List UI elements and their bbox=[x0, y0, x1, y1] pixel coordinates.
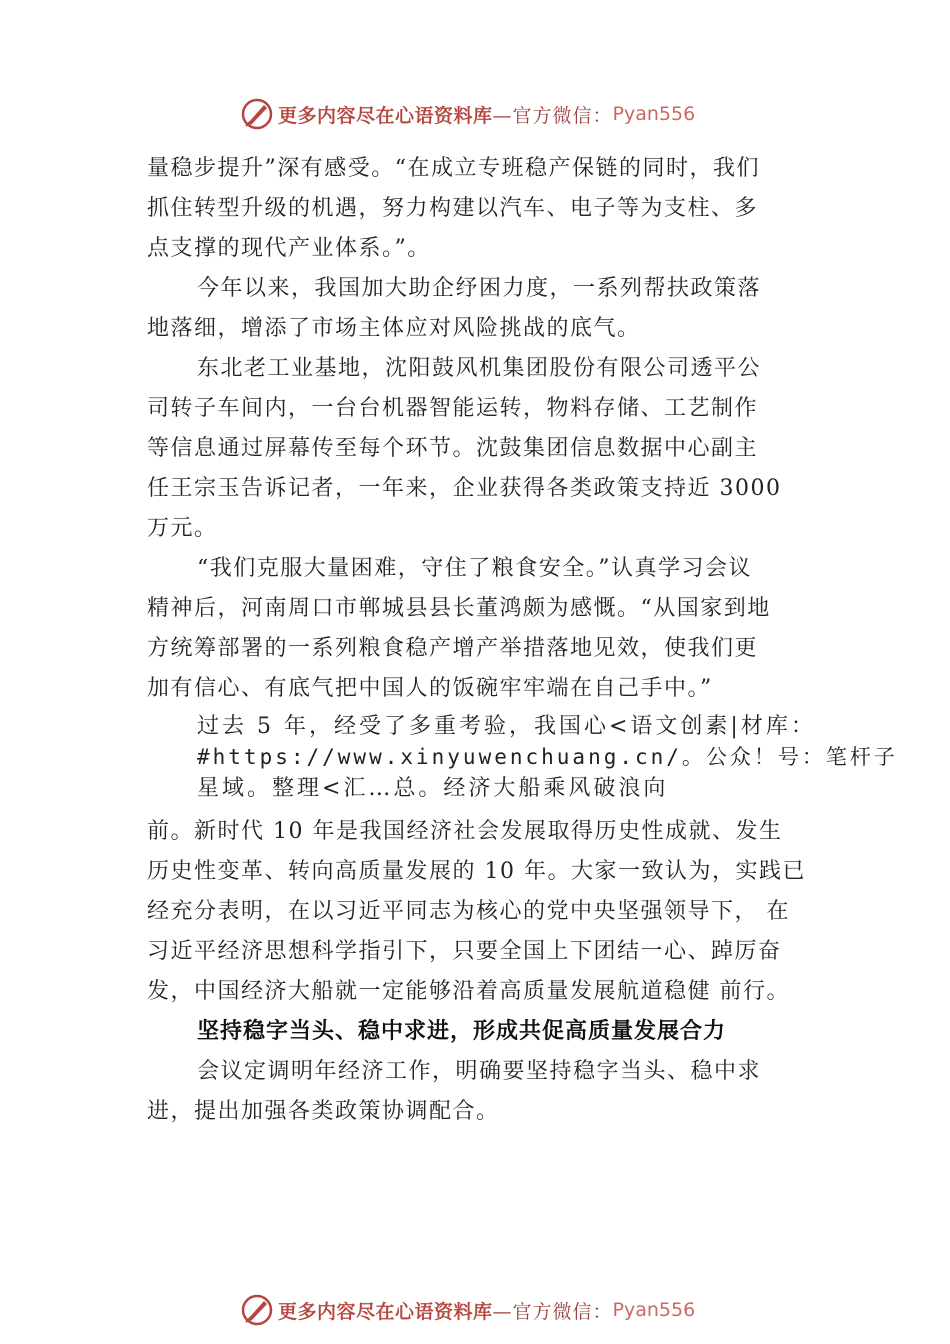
header-banner bbox=[240, 96, 760, 132]
paragraph-line: 司转子车间内，一台台机器智能运转，物料存储、工艺制作 bbox=[147, 396, 759, 421]
section-heading: 坚持稳字当头、稳中求进，形成共促高质量发展合力 bbox=[197, 1019, 727, 1044]
paragraph-line: 经充分表明，在以习近平同志为核心的党中央坚强领导下， 在 bbox=[147, 899, 790, 924]
quill-logo-icon bbox=[240, 1293, 274, 1327]
banner-sub-text: —官方微信： bbox=[492, 104, 613, 127]
paragraph-line: 地落细，增添了市场主体应对风险挑战的底气。 bbox=[147, 316, 641, 341]
paragraph-line: 抓住转型升级的机遇，努力构建以汽车、电子等为支柱、多 bbox=[147, 196, 759, 221]
watermark-block bbox=[147, 711, 898, 804]
banner-sub-text: —官方微信： bbox=[492, 1300, 613, 1323]
paragraph-line: 等信息通过屏幕传至每个环节。沈鼓集团信息数据中心副主 bbox=[147, 436, 759, 461]
banner-main-text: 更多内容尽在心语资料库 bbox=[278, 104, 493, 127]
paragraph-line: “我们克服大量困难，守住了粮食安全。”认真学习会议 bbox=[197, 556, 752, 581]
paragraph-line: 历史性变革、转向高质量发展的 10 年。大家一致认为，实践已 bbox=[147, 859, 806, 884]
article-body bbox=[147, 149, 898, 1132]
footer-banner bbox=[240, 1292, 760, 1328]
paragraph-line: 精神后，河南周口市郸城县县长董鸿颇为感慨。“从国家到地 bbox=[147, 596, 771, 621]
paragraph-line: 量稳步提升”深有感受。“在成立专班稳产保链的同时，我们 bbox=[147, 156, 760, 181]
paragraph-line: 今年以来，我国加大助企纾困力度，一系列帮扶政策落 bbox=[197, 276, 762, 301]
banner-main-text: 更多内容尽在心语资料库 bbox=[278, 1300, 493, 1323]
paragraph-line: 会议定调明年经济工作，明确要坚持稳字当头、稳中求 bbox=[197, 1059, 762, 1084]
watermark-url-line: #https://www.xinyuwenchuang.cn/。公众！号：笔杆子 bbox=[197, 745, 898, 769]
paragraph-line: 发，中国经济大船就一定能够沿着高质量发展航道稳健 前行。 bbox=[147, 979, 790, 1004]
paragraph-line: 万元。 bbox=[147, 516, 218, 541]
paragraph-line: 点支撑的现代产业体系。”。 bbox=[147, 236, 431, 261]
paragraph-line: 方统筹部署的一系列粮食稳产增产举措落地见效，使我们更 bbox=[147, 636, 759, 661]
paragraph-line: 前。新时代 10 年是我国经济社会发展取得历史性成就、发生 bbox=[147, 819, 783, 844]
paragraph-line: 任王宗玉告诉记者，一年来，企业获得各类政策支持近 3000 bbox=[147, 476, 782, 501]
watermark-line: 过去 5 年，经受了多重考验，我国心<语文创素|材库： bbox=[197, 714, 816, 739]
paragraph-line: 习近平经济思想科学指引下，只要全国上下团结一心、踔厉奋 bbox=[147, 939, 782, 964]
paragraph-line: 东北老工业基地，沈阳鼓风机集团股份有限公司透平公 bbox=[197, 356, 762, 381]
paragraph-line: 进，提出加强各类政策协调配合。 bbox=[147, 1099, 500, 1124]
paragraph-line: 加有信心、有底气把中国人的饭碗牢牢端在自己手中。” bbox=[147, 676, 713, 701]
banner-wechat-id: Pyan556 bbox=[612, 1299, 696, 1321]
banner-wechat-id: Pyan556 bbox=[612, 103, 696, 125]
watermark-line: 星域。整理<汇…总。经济大船乘风破浪向 bbox=[197, 776, 669, 801]
quill-logo-icon bbox=[240, 97, 274, 131]
